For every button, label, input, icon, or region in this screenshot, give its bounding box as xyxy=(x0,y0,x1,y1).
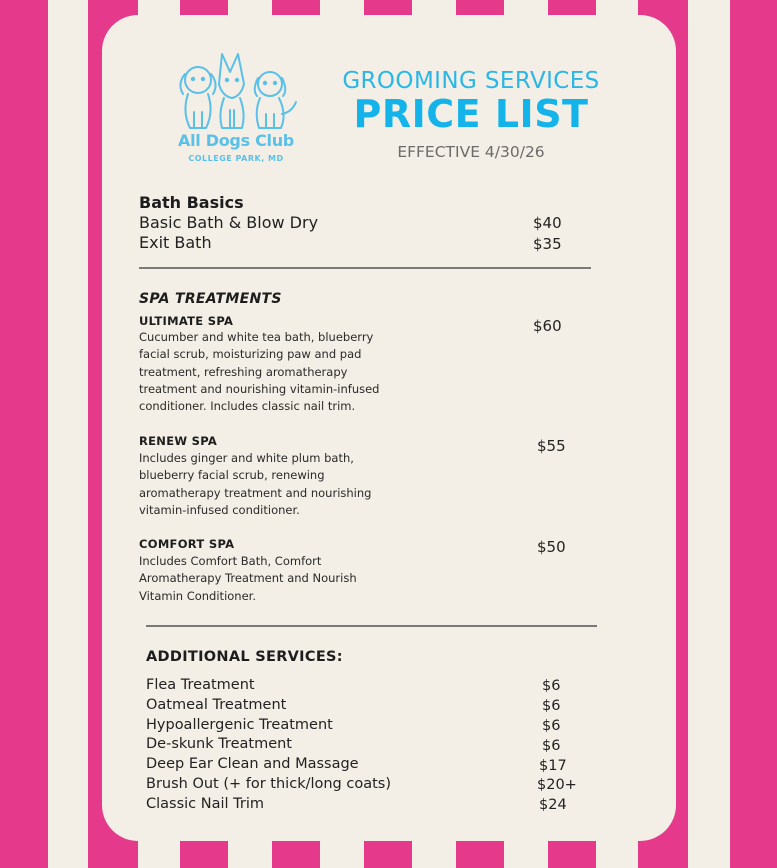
effective-date: EFFECTIVE 4/30/26 xyxy=(397,143,545,161)
additional-item-price: $6 xyxy=(542,718,561,734)
spa-item-name: COMFORT SPA xyxy=(139,537,235,551)
spa-item-description: Cucumber and white tea bath, blueberry facial scrub, moisturizing paw and pad treatment, refreshing aromatherapy treatment and nourishing vitamin-infused conditioner. Includes classic nail trim. xyxy=(139,330,380,414)
spa-item-description: Includes Comfort Bath, Comfort Aromatherapy Treatment and Nourish Vitamin Conditioner. xyxy=(139,554,357,603)
stripe xyxy=(456,840,504,868)
spa-item-price: $55 xyxy=(537,437,566,455)
divider xyxy=(146,625,597,627)
stripe xyxy=(548,840,596,868)
spa-item-name: RENEW SPA xyxy=(139,434,218,448)
three-dogs-icon xyxy=(170,52,305,132)
additional-item-name: De-skunk Treatment xyxy=(146,736,292,752)
stripe xyxy=(364,840,412,868)
spa-section-title: SPA TREATMENTS xyxy=(139,291,282,307)
additional-item-price: $6 xyxy=(542,698,561,714)
bath-section-title: Bath Basics xyxy=(139,193,244,212)
additional-item-name: Classic Nail Trim xyxy=(146,796,264,812)
bath-item-price: $35 xyxy=(533,235,562,253)
bath-item-price: $40 xyxy=(533,214,562,232)
stripe xyxy=(272,840,320,868)
stripe xyxy=(0,0,48,868)
additional-item-name: Brush Out (+ for thick/long coats) xyxy=(146,776,391,792)
additional-item-name: Hypoallergenic Treatment xyxy=(146,717,333,733)
additional-item-price: $6 xyxy=(542,678,561,694)
stripe xyxy=(730,0,777,868)
logo-name: All Dogs Club xyxy=(178,131,294,150)
additional-item-price: $20+ xyxy=(537,777,577,793)
additional-section-title: ADDITIONAL SERVICES: xyxy=(146,649,343,665)
page-subtitle: GROOMING SERVICES xyxy=(342,68,600,94)
stripe xyxy=(364,0,412,16)
page-title: PRICE LIST xyxy=(353,92,589,136)
spa-item-description: Includes ginger and white plum bath, blueberry facial scrub, renewing aromatherapy treatment and nourishing vitamin-infused conditioner. xyxy=(139,451,372,517)
stripe xyxy=(456,0,504,16)
additional-item-price: $6 xyxy=(542,738,561,754)
bath-item-name: Exit Bath xyxy=(139,233,212,252)
stripe xyxy=(548,0,596,16)
bath-item-name: Basic Bath & Blow Dry xyxy=(139,213,319,232)
divider xyxy=(139,267,591,269)
stripe xyxy=(180,0,228,16)
additional-item-name: Deep Ear Clean and Massage xyxy=(146,756,359,772)
additional-item-name: Oatmeal Treatment xyxy=(146,697,287,713)
stripe xyxy=(180,840,228,868)
logo-location: COLLEGE PARK, MD xyxy=(188,154,284,163)
additional-item-price: $17 xyxy=(539,758,567,774)
spa-item-price: $60 xyxy=(533,317,562,335)
stripe xyxy=(272,0,320,16)
spa-item-name: ULTIMATE SPA xyxy=(139,314,234,328)
additional-item-name: Flea Treatment xyxy=(146,677,255,693)
spa-item-price: $50 xyxy=(537,538,566,556)
additional-item-price: $24 xyxy=(539,797,567,813)
